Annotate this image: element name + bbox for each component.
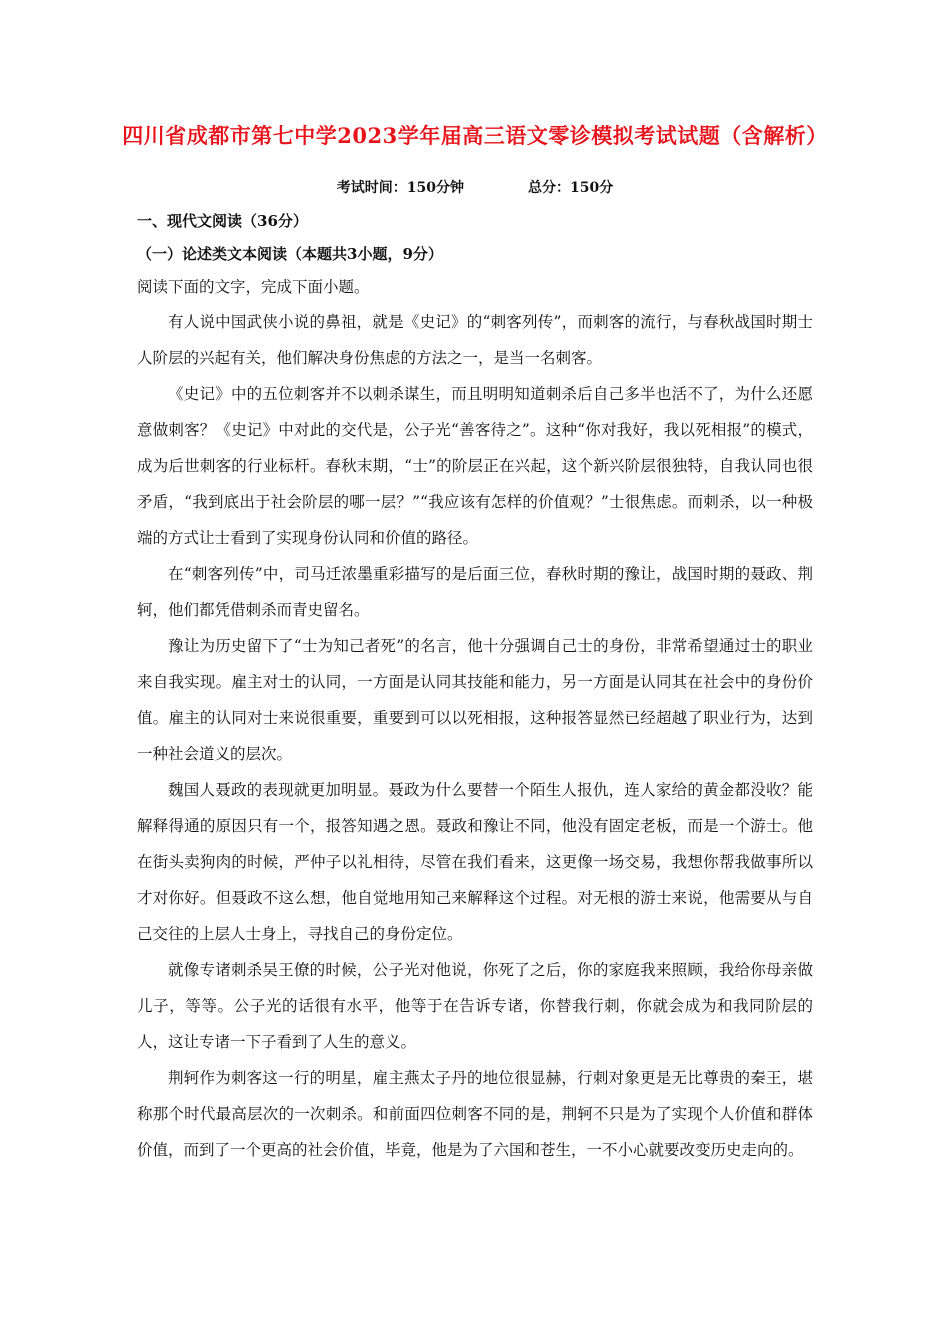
paragraph: 《史记》中的五位刺客并不以刺杀谋生，而且明明知道刺杀后自己多半也活不了，为什么还愿意做刺客？《史记》中对此的交代是，公子光“善客待之”。这种“你对我好，我以死相报”的模式，成为后世刺客的行业标杆。春秋末期，“士”的阶层正在兴起，这个新兴阶层很独特，自我认同也很矛盾，“我到底出于社会阶层的哪一层？”“我应该有怎样的价值观？”士很焦虑。而刺杀，以一种极端的方式让士看到了实现身份认同和价值的路径。 [137, 385, 813, 547]
paragraph: 荆轲作为刺客这一行的明星，雇主燕太子丹的地位很显赫，行刺对象更是无比尊贵的秦王，堪称那个时代最高层次的一次刺杀。和前面四位刺客不同的是，荆轲不只是为了实现个人价值和群体价值，而到了一个更高的社会价值，毕竟，他是为了六国和苍生，一不小心就要改变历史走向的。 [137, 1069, 813, 1159]
paragraph: 在“刺客列传”中，司马迁浓墨重彩描写的是后面三位，春秋时期的豫让，战国时期的聂政、荆轲，他们都凭借刺杀而青史留名。 [137, 565, 813, 619]
exam-time: 考试时间：150分钟 [336, 180, 464, 196]
paragraph: 就像专诸刺杀吴王僚的时候，公子光对他说，你死了之后，你的家庭我来照顾，我给你母亲做儿子，等等。公子光的话很有水平，他等于在告诉专诸，你替我行刺，你就会成为和我同阶层的人，这让专诸一下子看到了人生的意义。 [137, 961, 813, 1051]
paragraph: 有人说中国武侠小说的鼻祖，就是《史记》的“刺客列传”，而刺客的流行，与春秋战国时期士人阶层的兴起有关，他们解决身份焦虑的方法之一，是当一名刺客。 [137, 313, 813, 367]
exam-info [0, 178, 950, 198]
exam-total-score: 总分：150分 [528, 180, 614, 196]
paragraph: 豫让为历史留下了“士为知己者死”的名言，他十分强调自己士的身份，非常希望通过士的职业来自我实现。雇主对士的认同，一方面是认同其技能和能力，另一方面是认同其在社会中的身份价值。雇主的认同对士来说很重要，重要到可以以死相报，这种报答显然已经超越了职业行为，达到一种社会道义的层次。 [137, 637, 813, 763]
reading-instruction: 阅读下面的文字，完成下面小题。 [137, 278, 370, 296]
subsection-heading: （一）论述类文本阅读（本题共3小题，9分） [137, 245, 443, 263]
section-heading: 一、现代文阅读（36分） [137, 212, 308, 230]
document-body [137, 210, 813, 1168]
document-title: 四川省成都市第七中学2023学年届高三语文零诊模拟考试试题（含解析） [122, 123, 828, 148]
paragraph: 魏国人聂政的表现就更加明显。聂政为什么要替一个陌生人报仇，连人家给的黄金都没收？能解释得通的原因只有一个，报答知遇之恩。聂政和豫让不同，他没有固定老板，而是一个游士。他在街头卖狗肉的时候，严仲子以礼相待，尽管在我们看来，这更像一场交易，我想你帮我做事所以才对你好。但聂政不这么想，他自觉地用知己来解释这个过程。对无根的游士来说，他需要从与自己交往的上层人士身上，寻找自己的身份定位。 [137, 781, 813, 943]
